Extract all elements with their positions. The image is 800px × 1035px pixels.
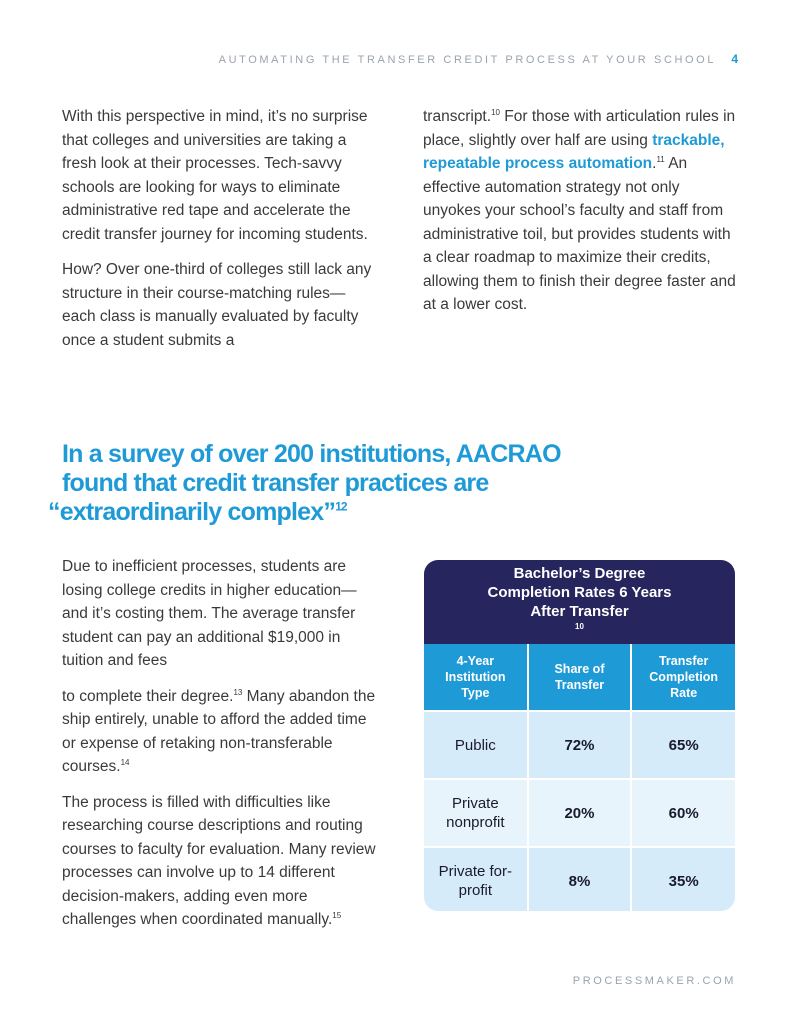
table-title: Bachelor’s Degree Completion Rates 6 Years After Transfer $^{10}$ [424, 560, 735, 644]
share-cell: 20% [528, 779, 632, 847]
institution-type-cell: Public [424, 711, 528, 779]
column-header-share: Share of Transfer [528, 644, 632, 711]
share-cell: 8% [528, 847, 632, 911]
institution-type-cell: Private nonprofit [424, 779, 528, 847]
table-row [424, 711, 735, 779]
paragraph: How? Over one-third of colleges still lack any structure in their course-matching rules—each class is manually evaluated by faculty once a student submits a [62, 261, 372, 349]
footnote-ref: 14 [120, 757, 130, 767]
completion-rates-table [424, 644, 735, 911]
footnote-ref: 15 [332, 910, 342, 920]
rate-cell: 60% [631, 779, 735, 847]
table-row [424, 847, 735, 911]
running-header [219, 52, 738, 66]
footer-site: PROCESSMAKER.COM [572, 975, 736, 987]
paragraph: With this perspective in mind, it’s no surprise that colleges and universities are taking a fresh look at their processes. Tech-savvy schools are looking for ways to eliminate administrative red tape and accelerate the credit transfer journey for incoming students. [62, 108, 368, 243]
footnote-ref: 10 [575, 622, 584, 631]
body-column-left [62, 105, 372, 364]
column-header-completion-rate: Transfer Completion Rate [631, 644, 735, 711]
rate-cell: 35% [631, 847, 735, 911]
column-header-institution-type: 4-Year Institution Type [424, 644, 528, 711]
table-row [424, 779, 735, 847]
paragraph: The process is filled with difficulties like researching course descriptions and routing courses to faculty for evaluation. Many review processes can involve up to 14 different decision-makers, adding even more challenges when coordinated manually.$^{15}$ [62, 793, 376, 928]
body-column-lower-left [62, 555, 380, 944]
paragraph: Due to inefficient processes, students are losing college credits in higher education—and it’s costing them. The average transfer student can pay an additional $19,000 in tuition and fees [62, 558, 357, 669]
share-cell: 72% [528, 711, 632, 779]
rate-cell: 65% [631, 711, 735, 779]
paragraph: to complete their degree.$^{13}$ Many abandon the ship entirely, unable to afford the added time or expense of retaking non-transferable courses.$^{14}$ [62, 687, 376, 775]
completion-rates-table-card [424, 560, 735, 911]
institution-type-cell: Private for-profit [424, 847, 528, 911]
page-number: 4 [731, 52, 738, 66]
table-header-row [424, 644, 735, 711]
running-title: AUTOMATING THE TRANSFER CREDIT PROCESS AT YOUR SCHOOL [218, 54, 716, 66]
section-headline: In a survey of over 200 institutions, AACRAO found that credit transfer practices are “extraordinarily complex”$^{12}$ [48, 440, 561, 526]
process-automation-link[interactable]: trackable, repeatable process automation [423, 131, 725, 172]
body-column-right [423, 105, 738, 329]
footnote-ref: 12 [335, 499, 347, 514]
footnote-ref: 11 [656, 154, 665, 164]
footnote-ref: 10 [491, 107, 500, 117]
paragraph: transcript.$^{10}$ For those with articulation rules in place, slightly over half are using trackable, repeatable process automation.$^{11}$ An effective automation strategy not only unyokes your school’s faculty and staff from administrative toil, but provides students with a clear roadmap to maximize their credits, allowing them to finish their degree faster and at a lower cost. [423, 107, 736, 313]
footnote-ref: 13 [233, 687, 243, 697]
